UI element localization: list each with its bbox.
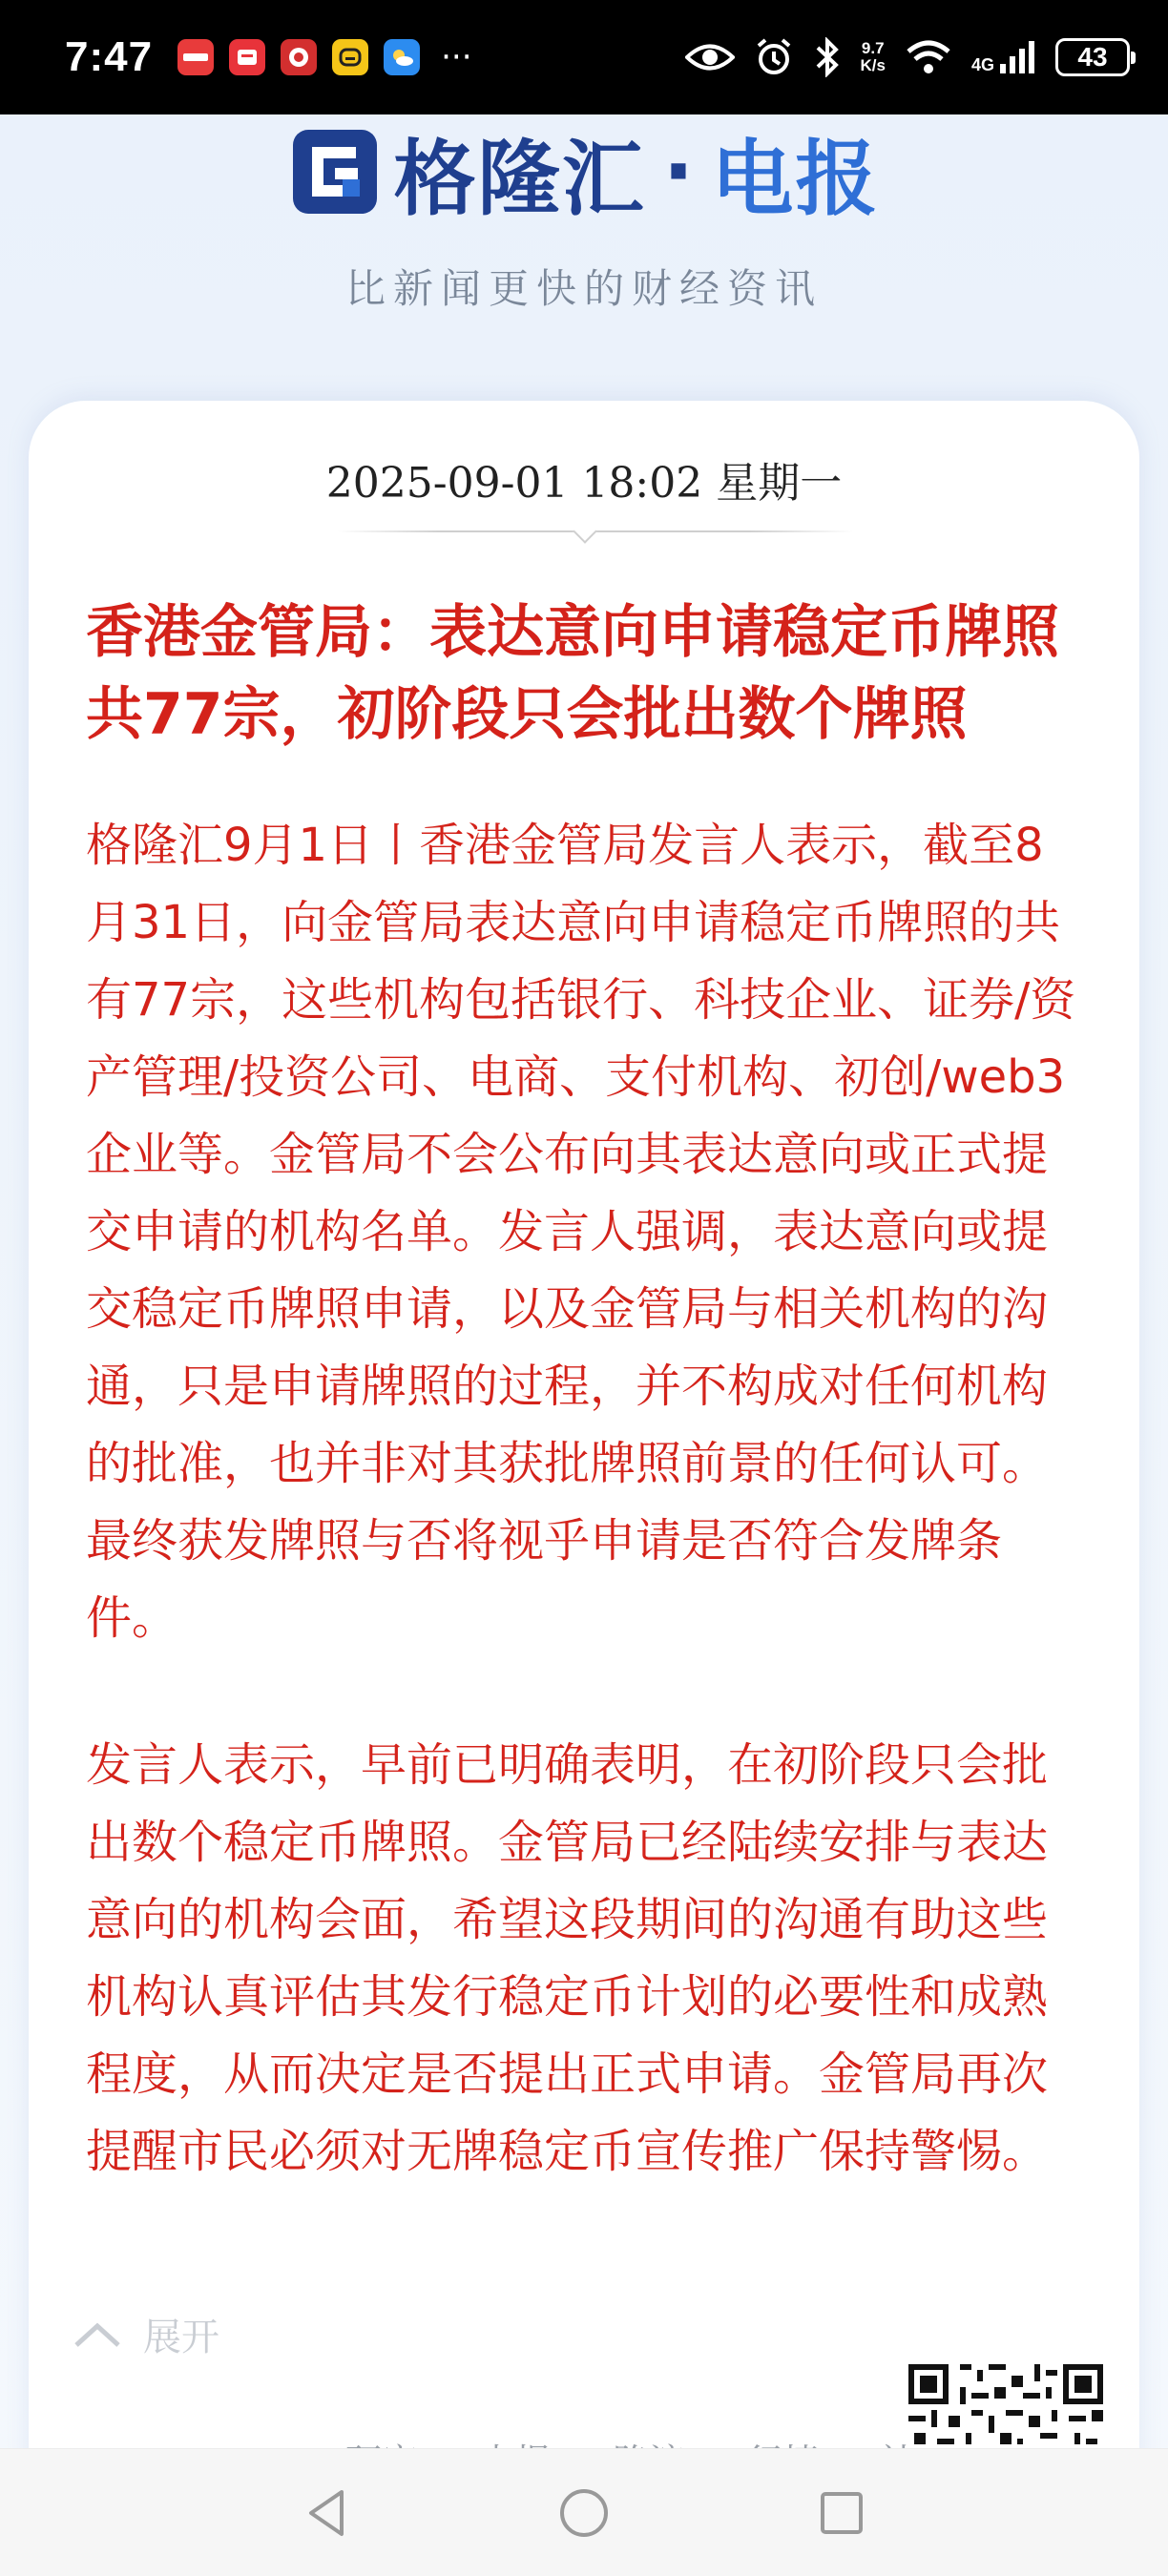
huawei-app-icon <box>177 39 214 75</box>
net-speed-unit: K/s <box>860 56 886 74</box>
article-headline: 香港金管局：表达意向申请稳定币牌照共77宗，初阶段只会批出数个牌照 <box>86 599 1059 748</box>
home-circle-icon <box>557 2486 611 2540</box>
bluetooth-icon <box>813 37 842 77</box>
network-type: 4G <box>970 55 994 74</box>
back-triangle-icon <box>303 2486 349 2540</box>
article-paragraph-1: 格隆汇9月1日丨香港金管局发言人表示，截至8月31日，向金管局表达意向申请稳定币牌照的共有77宗，这些机构包括银行、科技企业、证券/资产管理/投资公司、电商、支付机构、初创/web3企业等。金管局不会公布向其表达意向或正式提交申请的机构名单。发言人强调，表达意向或提交稳定币牌照申请，以及金管局与相关机构的沟通，只是申请牌照的过程，并不构成对任何机构的批准，也并非对其获批牌照前景的任何认可。最终获发牌照与否将视乎申请是否符合发牌条件。 <box>86 819 1076 1645</box>
status-time: 7:47 <box>65 33 154 80</box>
article-paragraph-2: 发言人表示，早前已明确表明，在初阶段只会批出数个稳定币牌照。金管局已经陆续安排与表达意向的机构会面，希望这段期间的沟通有助这些机构认真评估其发行稳定币计划的必要性和成熟程度，从而决定是否提出正式申请。金管局再次提醒市民必须对无牌稳定币宣传推广保持警惕。 <box>86 1738 1049 2178</box>
brand-slogan: 比新闻更快的财经资讯 <box>344 265 823 312</box>
message-app-icon <box>229 39 265 75</box>
recents-square-icon <box>817 2488 866 2538</box>
news-app-icon <box>281 39 317 75</box>
expand-button[interactable] <box>73 2307 219 2361</box>
expand-label: 展开 <box>143 2316 219 2359</box>
chevron-up-icon <box>73 2320 122 2349</box>
brand-name: 格隆汇 <box>393 132 646 227</box>
cell-signal <box>971 39 1036 75</box>
gelonghui-logo-icon <box>289 126 381 218</box>
back-button[interactable] <box>298 2484 355 2542</box>
system-status <box>685 37 1130 77</box>
status-bar <box>0 0 1168 114</box>
article-datetime: 2025-09-01 18:02 星期一 <box>325 459 843 508</box>
net-speed-value: 9.7 <box>861 39 885 57</box>
eye-icon <box>685 41 735 73</box>
more-notifications: ··· <box>441 38 472 76</box>
wifi-icon <box>905 38 952 76</box>
home-button[interactable] <box>555 2484 613 2542</box>
weather-app-icon <box>384 39 420 75</box>
network-speed <box>861 40 886 74</box>
alarm-icon <box>754 37 794 77</box>
brand-separator: · <box>662 124 695 219</box>
signal-bars-icon <box>998 39 1036 75</box>
notification-icons <box>177 38 471 76</box>
system-navigation-bar <box>0 2448 1168 2576</box>
battery-indicator <box>1055 38 1130 76</box>
brand-header <box>0 114 1168 229</box>
battery-level: 43 <box>1077 42 1108 72</box>
brand-channel: 电报 <box>711 132 880 227</box>
ticket-app-icon <box>332 39 368 75</box>
recents-button[interactable] <box>813 2484 870 2542</box>
